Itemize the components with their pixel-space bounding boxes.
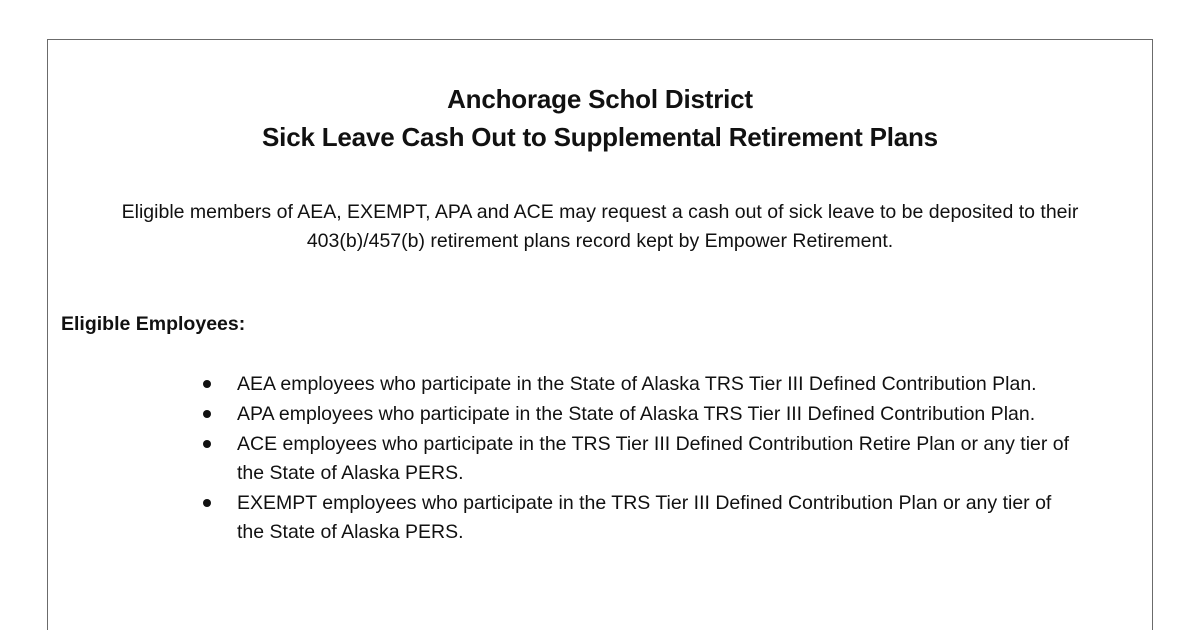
list-item (199, 400, 1079, 429)
list-item-text: EXEMPT employees who participate in the TRS Tier III Defined Contribution Plan or any tier of the State of Alaska PERS. (237, 492, 1052, 543)
bullet-icon (203, 410, 211, 418)
bullet-icon (203, 440, 211, 448)
document-subtitle: Sick Leave Cash Out to Supplemental Retirement Plans (262, 122, 938, 152)
intro-paragraph: Eligible members of AEA, EXEMPT, APA and ACE may request a cash out of sick leave to be deposited to their 403(b)/457(b) retirement plans record kept by Empower Retirement. (121, 201, 1079, 252)
list-item-text: APA employees who participate in the State of Alaska TRS Tier III Defined Contribution Plan. (237, 403, 1036, 425)
list-item (199, 430, 1079, 488)
eligible-employees-heading: Eligible Employees: (61, 313, 246, 335)
document-title: Anchorage Schol District (447, 84, 753, 114)
list-item (199, 489, 1079, 547)
bullet-icon (203, 499, 211, 507)
bullet-icon (203, 380, 211, 388)
list-item (199, 370, 1079, 399)
list-item-text: AEA employees who participate in the State of Alaska TRS Tier III Defined Contribution Plan. (237, 373, 1037, 395)
list-item-text: ACE employees who participate in the TRS Tier III Defined Contribution Retire Plan or any tier of the State of Alaska PERS. (237, 433, 1070, 484)
eligible-employees-list (199, 370, 1079, 548)
